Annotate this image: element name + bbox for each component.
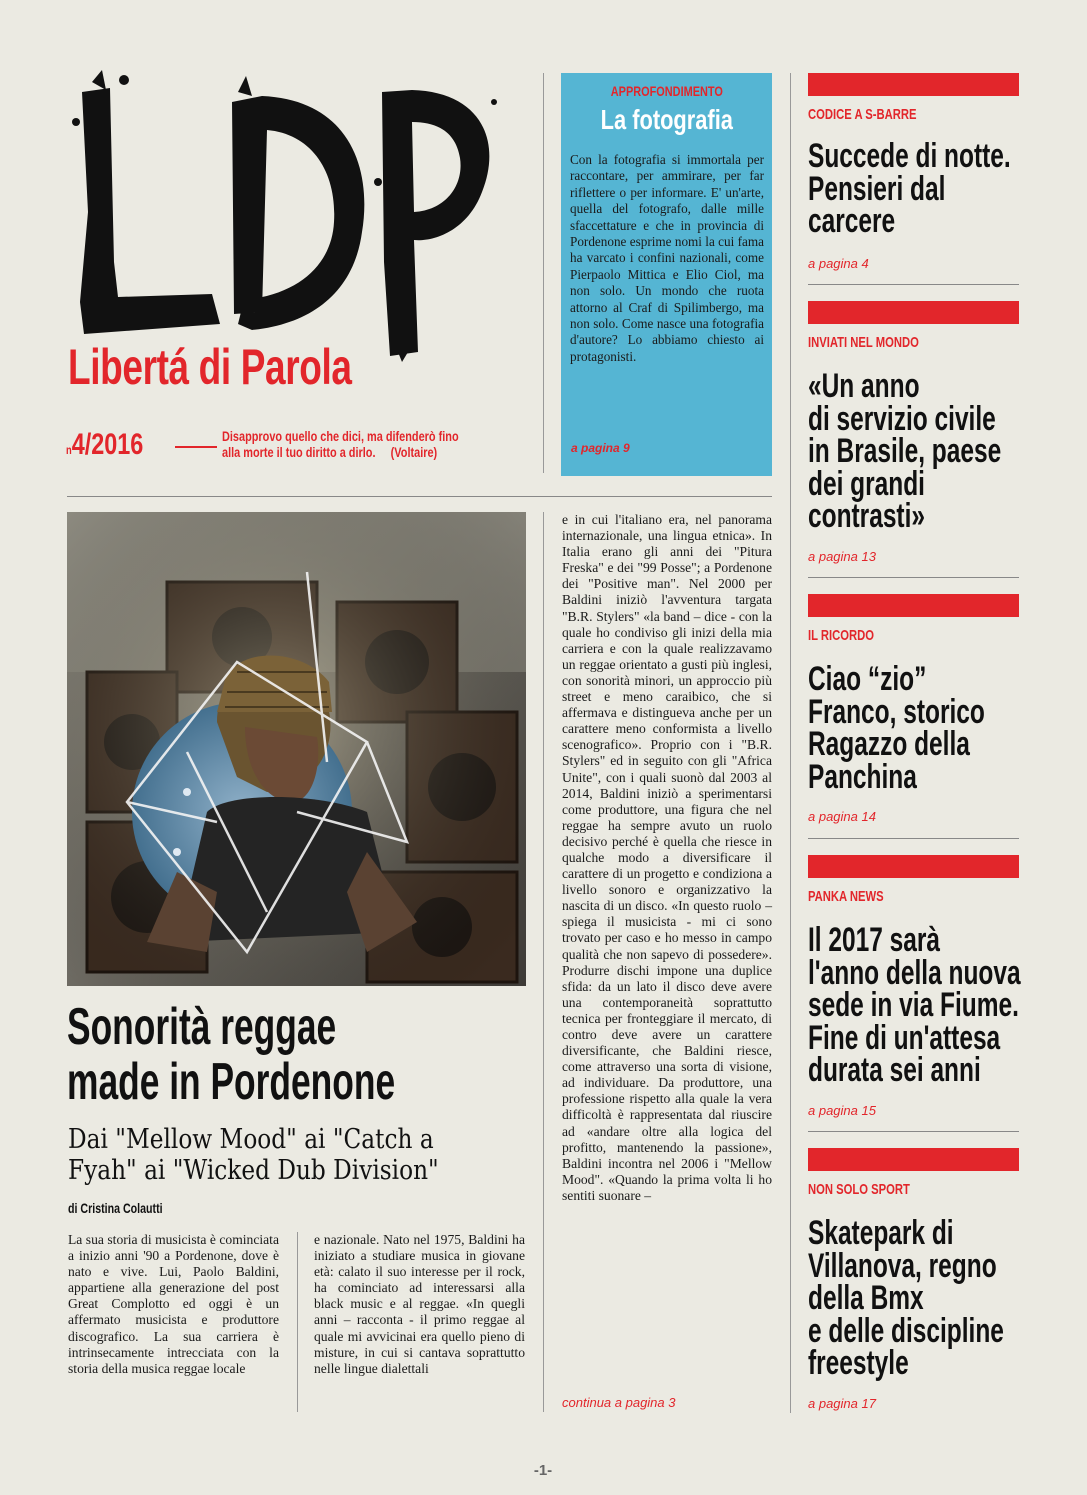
issue-number: [66, 428, 143, 462]
sidebar-headline-1: Succede di notte. Pensieri dal carcere: [808, 137, 1011, 240]
sidebar-rule-3: [808, 838, 1019, 839]
sidebar-page-link-4[interactable]: a pagina 15: [808, 1103, 876, 1118]
article-subheadline: Dai "Mellow Mood" ai "Catch a Fyah" ai "Wicked Dub Division": [68, 1124, 439, 1186]
page-number: -1-: [533, 1462, 553, 1479]
article-column-2: e nazionale. Nato nel 1975, Baldini ha iniziato a studiare musica in giovane età: calato il suo interesse per il rock, ha cominciato ad interessarsi alla black music e al reggae. «In quegli anni – racconta - il primo reggae al quale mi avvicinai era quello pieno di misture, in cui si cantava soprattutto nelle lingue dialettali: [314, 1232, 525, 1376]
sidebar-bar-2: [808, 301, 1019, 324]
article-headline: Sonorità reggae made in Pordenone: [67, 998, 396, 1111]
article-column-1: La sua storia di musicista è cominciata a inizio anni '90 a Pordenone, dove è nato e vive. Lui, Paolo Baldini, appartiene alla generazione del post Great Complotto ed oggi è un affermato musicista e produttore discografico. La sua carriera è intrinsecamente intrecciata con la storia della musica reggae locale: [68, 1232, 279, 1376]
sidebar-kicker-4: PANKA NEWS: [808, 888, 884, 905]
newspaper-title: Libertá di Parola: [68, 339, 352, 395]
issue-value: 4/2016: [71, 428, 144, 461]
sidebar-rule-4: [808, 1131, 1019, 1132]
motto: [222, 428, 459, 460]
ldp-logo: [62, 62, 502, 362]
sidebar-rule-2: [808, 577, 1019, 578]
article-byline: di Cristina Colautti: [68, 1200, 163, 1216]
masthead-bottom-rule: [67, 496, 772, 497]
sidebar-page-link-2[interactable]: a pagina 13: [808, 549, 876, 564]
feature-box-page-link[interactable]: a pagina 9: [571, 441, 630, 455]
sidebar-kicker-1: CODICE A S-BARRE: [808, 106, 917, 123]
sidebar-headline-2: «Un anno di servizio civile in Brasile, paese dei grandi contrasti»: [808, 367, 1002, 535]
issue-prefix: n: [66, 443, 72, 457]
feature-box-title: La fotografia: [600, 104, 733, 135]
sidebar-page-link-3[interactable]: a pagina 14: [808, 809, 876, 824]
sidebar-headline-4: Il 2017 sarà l'anno della nuova sede in via Fiume. Fine di un'attesa durata sei anni: [808, 921, 1021, 1089]
feature-box-kicker: APPROFONDIMENTO: [610, 83, 723, 99]
sidebar-page-link-1[interactable]: a pagina 4: [808, 256, 869, 271]
sidebar-kicker-5: NON SOLO SPORT: [808, 1181, 910, 1198]
sidebar-kicker-2: INVIATI NEL MONDO: [808, 334, 919, 351]
sidebar-headline-3: Ciao “zio” Franco, storico Ragazzo della Panchina: [808, 660, 985, 796]
ldp-brush-logo-icon: [62, 62, 502, 362]
sidebar-rule-1: [808, 284, 1019, 285]
article-lower-rule: [297, 1232, 298, 1412]
sidebar-bar-3: [808, 594, 1019, 617]
motto-author: (Voltaire): [390, 444, 438, 460]
article-column-rule: [543, 512, 544, 1412]
sidebar-bar-5: [808, 1148, 1019, 1171]
sidebar-kicker-3: IL RICORDO: [808, 627, 875, 644]
feature-box-text: Con la fotografia si immortala per raccontare, per ammirare, per far riflettere o per informare. E' un'arte, quella del fotografo, dalle mille sfaccettature e che in provincia di Pordenone esprime nomi la cui fama ha varcato i confini nazionali, come Pierpaolo Mittica e Elio Ciol, ma non solo. Un mondo che ruota attorno al Craf di Spilimbergo, ma non solo. Come nasce una fotografia d'autore? Lo abbiamo chiesto ai protagonisti.: [570, 152, 764, 364]
article-column-3: e in cui l'italiano era, nel panorama internazionale, una lingua etnica». In Italia erano gli anni dei "Pitura Freska" e dei "99 Posse"; a Pordenone dei "Positive man". Nel 2000 per Baldini iniziò l'avventura targata "B.R. Stylers" «la band – dice - con la quale ho condiviso gli inizi della mia carriera e con la quale realizzavamo un reggae orientato a gusti più inglesi, con sonorità minori, un approccio più street e meno caraibico, che si affermava e distingueva anche per un carattere meno conformista a livello scenografico». Proprio con i "B.R. Stylers" ed in seguito con gli "Africa Unite", con i quali suonò dal 2003 al 2014, Baldini iniziò a sperimentarsi come produttore, una figura che nel reggae ha sempre avuto un ruolo decisivo perché è quella che riesce in qualche modo a diversificare il carattere di un progetto e condiziona a livello sonoro e organizzativo la nascita di un disco. «In questo ruolo – spiega il musicista - mi ci sono trovato per caso e ho messo in campo qualità che non sapevo di possedere». Produrre dischi impone una duplice sfida: da un lato il disco deve avere una contemporaneità soprattutto tecnica per fronteggiare il mercato, di contro deve avere un carattere diversificante, che Baldini riesce, come attraverso una sorta di visione, ad individuare. Da produttore, una professione rispetto alla quale la vera difficoltà è rappresentata dal riuscire ad «andare oltre alla logica del profitto, mantenendo la passione», Baldini incontra nel 2006 i "Mellow Mood". «Quando la prima volta li ho sentiti suonare –: [562, 512, 772, 1203]
motto-dash: [175, 446, 217, 448]
article-photo: [67, 512, 526, 986]
sidebar-column-rule: [790, 73, 791, 1413]
motto-line-2: alla morte il tuo diritto a dirlo.: [222, 444, 376, 460]
musician-collage-image-icon: [67, 512, 526, 986]
article-continue-link[interactable]: continua a pagina 3: [562, 1395, 676, 1410]
motto-line-1: Disapprovo quello che dici, ma difenderò fino: [222, 428, 459, 444]
sidebar-headline-5: Skatepark di Villanova, regno della Bmx e delle discipline freestyle: [808, 1214, 1004, 1382]
sidebar-bar-1: [808, 73, 1019, 96]
masthead-column-rule: [543, 73, 544, 473]
sidebar-bar-4: [808, 855, 1019, 878]
sidebar-page-link-5[interactable]: a pagina 17: [808, 1396, 876, 1411]
